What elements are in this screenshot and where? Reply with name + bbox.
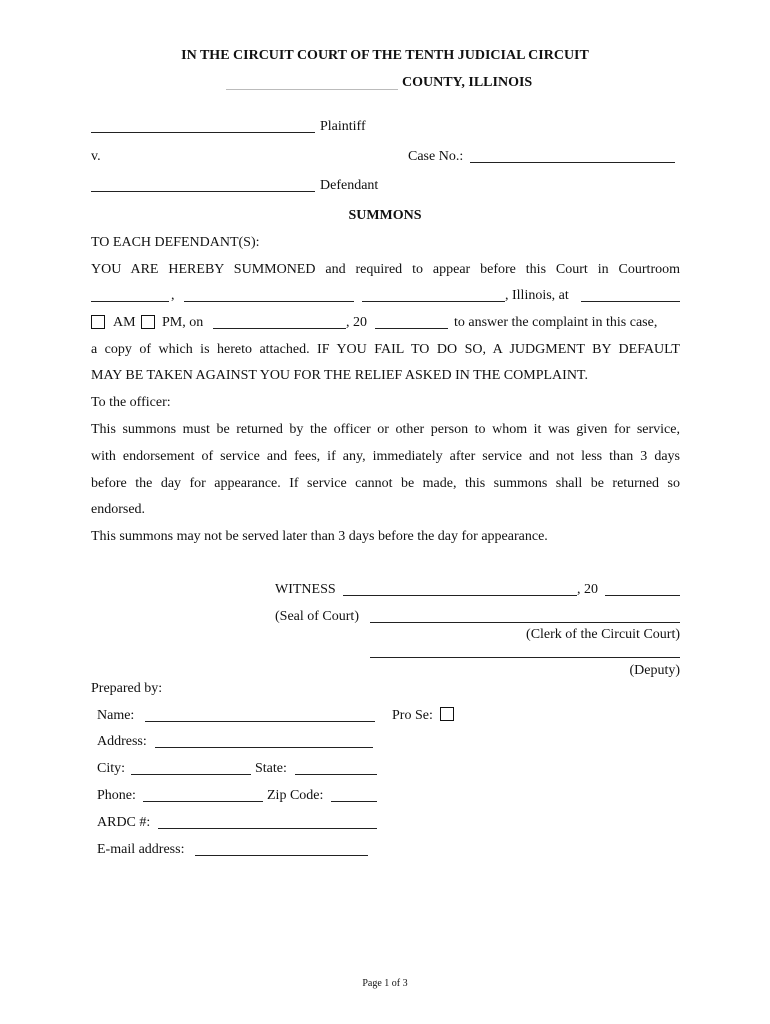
preparer-city-field[interactable] bbox=[131, 774, 251, 775]
comma-separator: , bbox=[171, 288, 175, 303]
address-field[interactable] bbox=[184, 301, 354, 302]
case-no-field[interactable] bbox=[470, 162, 675, 163]
state-label: State: bbox=[255, 761, 287, 776]
preparer-zip-field[interactable] bbox=[331, 801, 377, 802]
answer-text: to answer the complaint in this case, bbox=[454, 315, 658, 330]
am-checkbox[interactable] bbox=[91, 315, 105, 329]
preparer-email-field[interactable] bbox=[195, 855, 368, 856]
zip-code-label: Zip Code: bbox=[267, 788, 324, 803]
name-label: Name: bbox=[97, 708, 135, 723]
preparer-state-field[interactable] bbox=[295, 774, 377, 775]
county-name-field[interactable] bbox=[226, 89, 398, 90]
appearance-year-field[interactable] bbox=[375, 328, 448, 329]
illinois-at-label: , Illinois, at bbox=[505, 288, 569, 303]
defendant-label: Defendant bbox=[320, 178, 379, 193]
versus-label: v. bbox=[91, 149, 101, 164]
appearance-date-field[interactable] bbox=[213, 328, 346, 329]
address-label: Address: bbox=[97, 734, 147, 749]
witness-year-prefix: , 20 bbox=[577, 582, 598, 597]
pm-on-label: PM, on bbox=[162, 315, 204, 330]
city-label: City: bbox=[97, 761, 126, 776]
to-defendant-heading: TO EACH DEFENDANT(S): bbox=[91, 235, 260, 250]
copy-attached-line: a copy of which is hereto attached. IF YOU FAIL TO DO SO, A JUDGMENT BY DEFAULT bbox=[91, 342, 680, 357]
year-prefix: , 20 bbox=[346, 315, 367, 330]
witness-year-field[interactable] bbox=[605, 595, 680, 596]
court-title: IN THE CIRCUIT COURT OF THE TENTH JUDICIAL CIRCUIT bbox=[181, 48, 589, 63]
am-label: AM bbox=[113, 315, 136, 330]
deputy-label: (Deputy) bbox=[629, 663, 680, 678]
preparer-address-field[interactable] bbox=[155, 747, 373, 748]
plaintiff-label: Plaintiff bbox=[320, 119, 366, 134]
courtroom-field[interactable] bbox=[91, 301, 169, 302]
page-number: Page 1 of 3 bbox=[362, 978, 408, 989]
to-officer-heading: To the officer: bbox=[91, 395, 171, 410]
case-no-label: Case No.: bbox=[408, 149, 464, 164]
city-field[interactable] bbox=[362, 301, 505, 302]
ardc-label: ARDC #: bbox=[97, 815, 151, 830]
served-limit-line: This summons may not be served later than 3 days before the day for appearance. bbox=[91, 529, 548, 544]
pm-checkbox[interactable] bbox=[141, 315, 155, 329]
officer-line-4: endorsed. bbox=[91, 502, 146, 517]
seal-label: (Seal of Court) bbox=[275, 609, 359, 624]
clerk-signature-field[interactable] bbox=[370, 622, 680, 623]
witness-field[interactable] bbox=[343, 595, 577, 596]
pro-se-checkbox[interactable] bbox=[440, 707, 454, 721]
preparer-ardc-field[interactable] bbox=[158, 828, 377, 829]
clerk-label: (Clerk of the Circuit Court) bbox=[526, 627, 680, 642]
witness-label: WITNESS bbox=[275, 582, 336, 597]
summoned-line: YOU ARE HEREBY SUMMONED and required to appear before this Court in Courtroom bbox=[91, 262, 680, 277]
officer-line-2: with endorsement of service and fees, if any, immediately after service and not less than 3 days bbox=[91, 449, 680, 464]
phone-label: Phone: bbox=[97, 788, 136, 803]
preparer-phone-field[interactable] bbox=[143, 801, 263, 802]
summons-title: SUMMONS bbox=[348, 208, 422, 223]
officer-line-3: before the day for appearance. If service cannot be made, this summons shall be returned so bbox=[91, 476, 680, 491]
defendant-name-field[interactable] bbox=[91, 191, 315, 192]
deputy-signature-field[interactable] bbox=[370, 657, 680, 658]
preparer-name-field[interactable] bbox=[145, 721, 375, 722]
pro-se-label: Pro Se: bbox=[392, 708, 433, 723]
default-judgment-line: MAY BE TAKEN AGAINST YOU FOR THE RELIEF ASKED IN THE COMPLAINT. bbox=[91, 368, 588, 383]
time-field[interactable] bbox=[581, 301, 680, 302]
prepared-by-heading: Prepared by: bbox=[91, 681, 163, 696]
officer-line-1: This summons must be returned by the officer or other person to whom it was given for service, bbox=[91, 422, 680, 437]
county-suffix: COUNTY, ILLINOIS bbox=[402, 75, 533, 90]
plaintiff-name-field[interactable] bbox=[91, 132, 315, 133]
email-label: E-mail address: bbox=[97, 842, 185, 857]
